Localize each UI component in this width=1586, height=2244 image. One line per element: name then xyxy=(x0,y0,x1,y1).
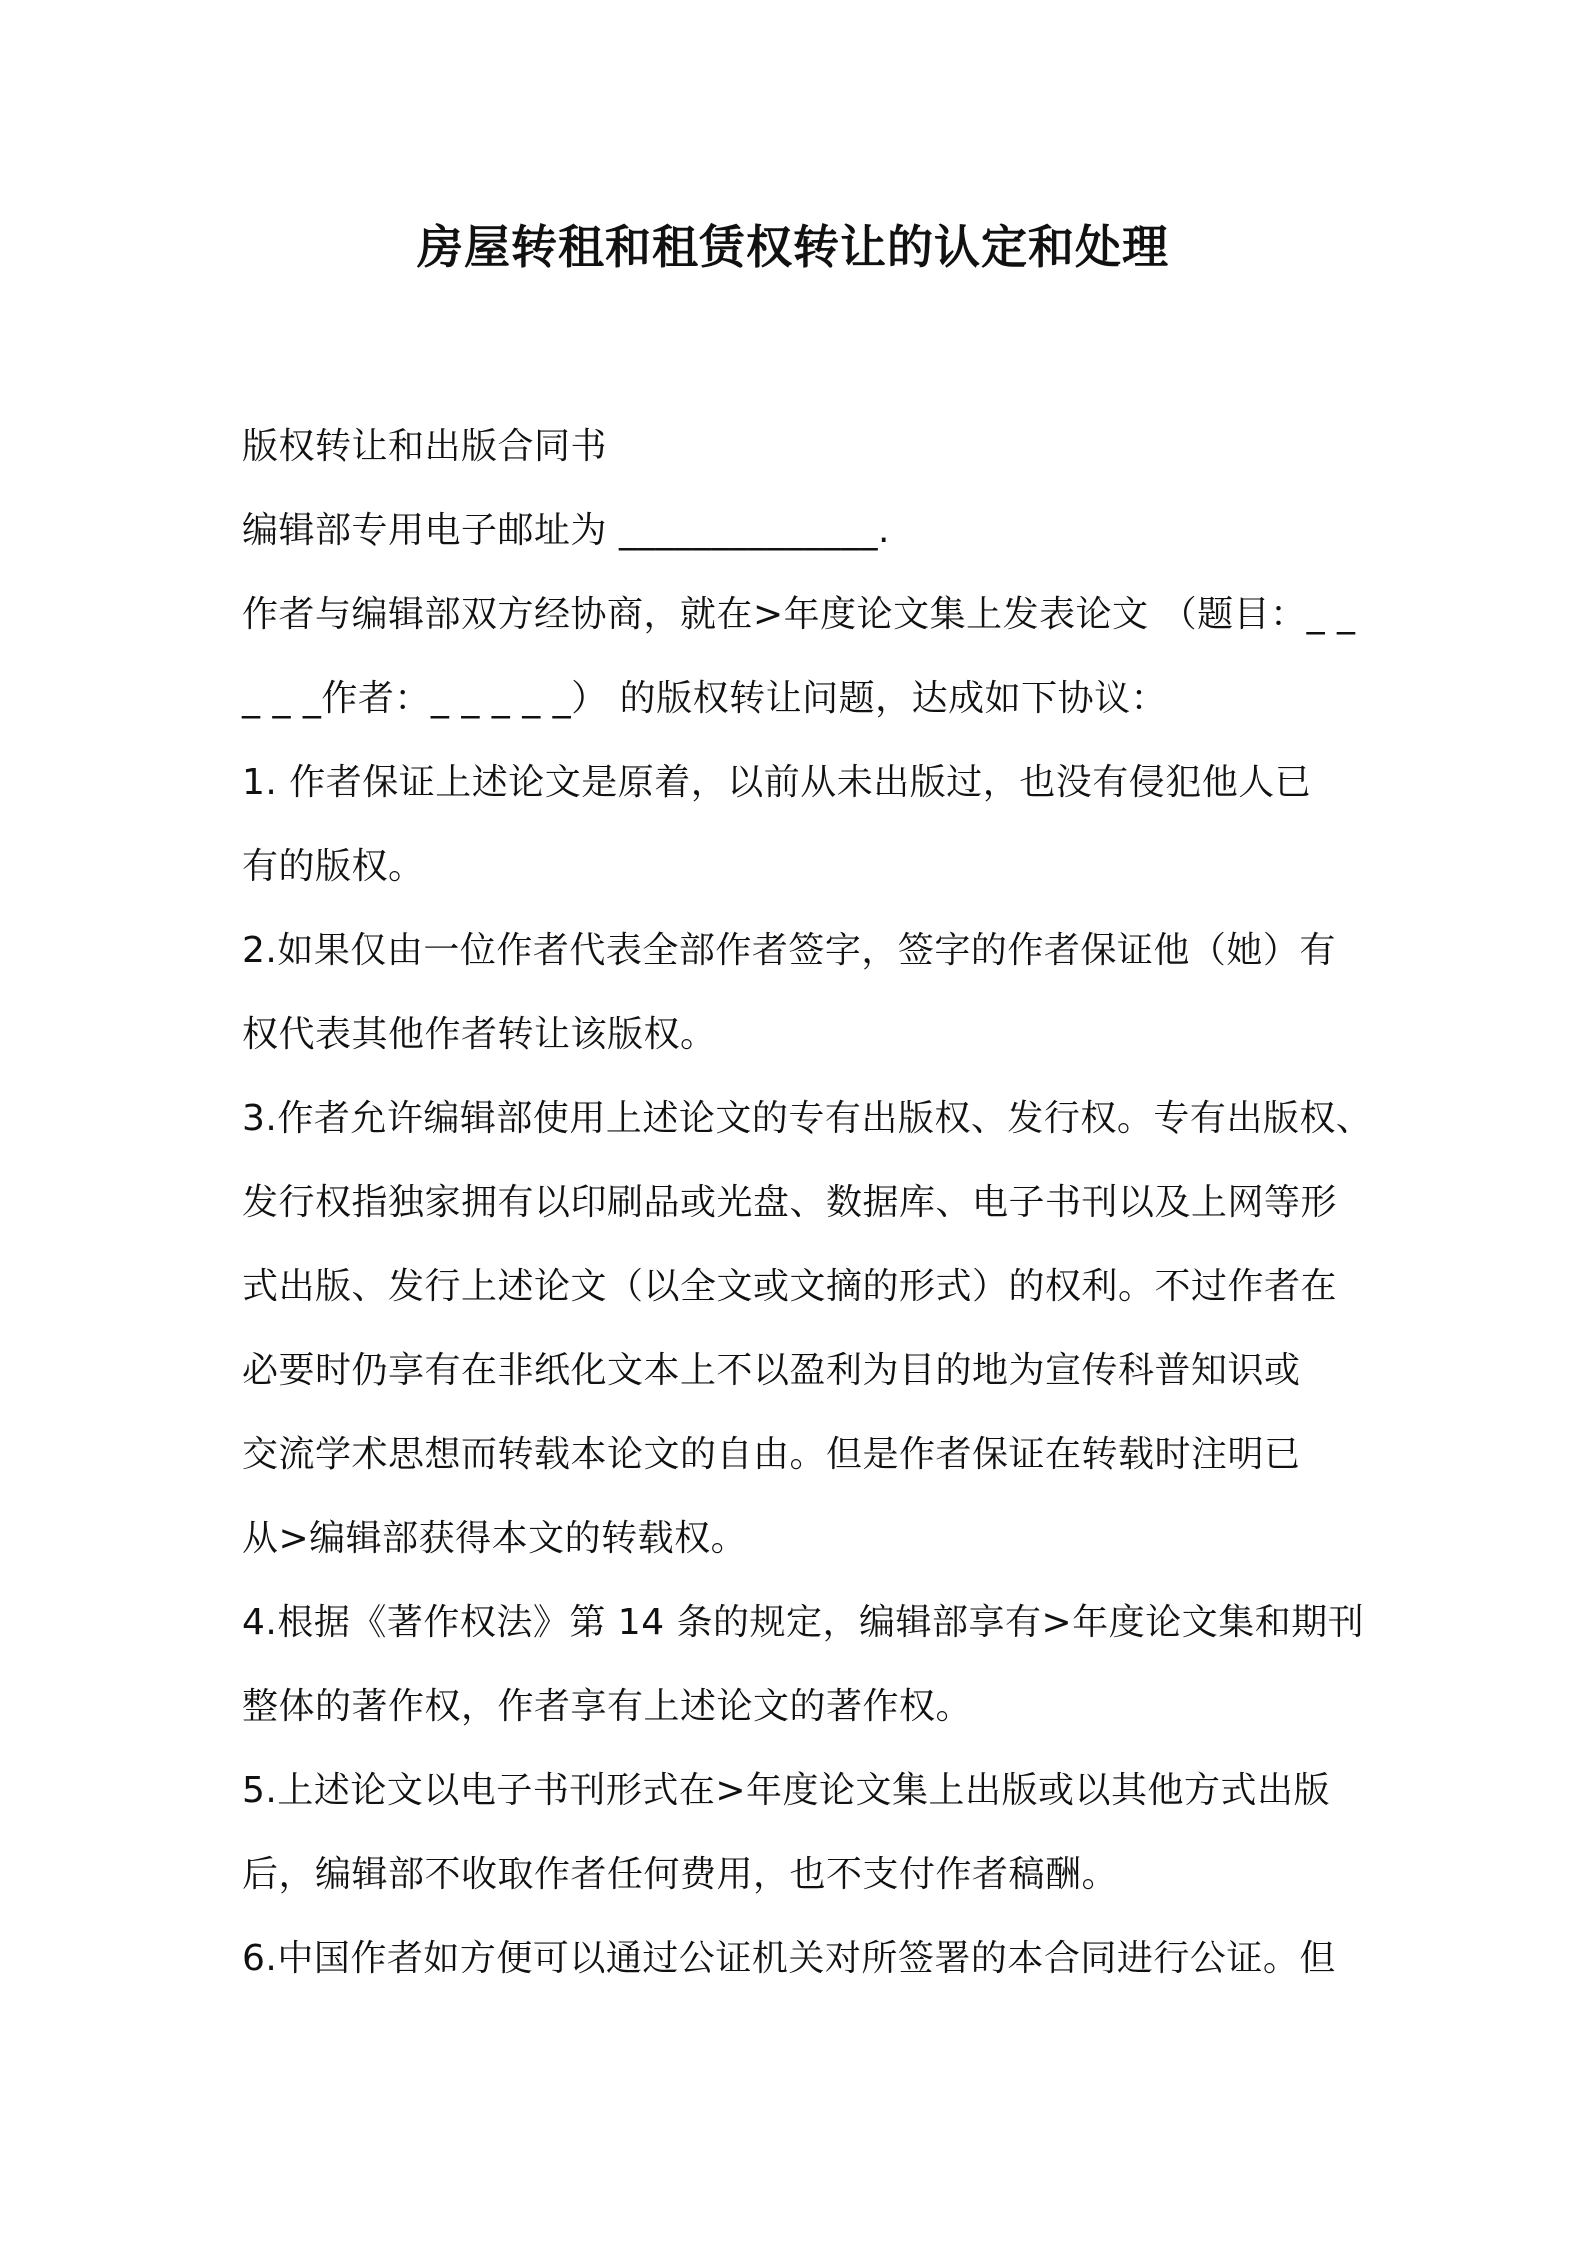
document-line: 从>编辑部获得本文的转载权。 xyxy=(242,1518,748,1559)
document-line: 整体的著作权，作者享有上述论文的著作权。 xyxy=(242,1686,973,1727)
document-line: 有的版权。 xyxy=(242,846,425,887)
document-line: 5.上述论文以电子书刊形式在>年度论文集上出版或以其他方式出版 xyxy=(242,1770,1331,1811)
document-line: 作者与编辑部双方经协商，就在>年度论文集上发表论文 （题目：_ _ xyxy=(242,594,1356,635)
document-line: 编辑部专用电子邮址为 ______________. xyxy=(242,510,890,551)
document-body xyxy=(242,405,1373,2001)
document-line: 1. 作者保证上述论文是原着，以前从未出版过，也没有侵犯他人已 xyxy=(242,762,1312,803)
document-line: 后，编辑部不收取作者任何费用，也不支付作者稿酬。 xyxy=(242,1854,1119,1895)
document-line: 3.作者允许编辑部使用上述论文的专有出版权、发行权。专有出版权、 xyxy=(242,1098,1373,1139)
document-line: 版权转让和出版合同书 xyxy=(242,426,608,467)
document-line: _ _ _作者：_ _ _ _ _） 的版权转让问题，达成如下协议： xyxy=(242,678,1168,719)
document-line: 权代表其他作者转让该版权。 xyxy=(242,1014,717,1055)
document-line: 必要时仍享有在非纸化文本上不以盈利为目的地为宣传科普知识或 xyxy=(242,1350,1301,1391)
document-line: 4.根据《著作权法》第 14 条的规定，编辑部享有>年度论文集和期刊 xyxy=(242,1602,1365,1643)
document-line: 式出版、发行上述论文（以全文或文摘的形式）的权利。不过作者在 xyxy=(242,1266,1338,1307)
document-title: 房屋转租和租赁权转让的认定和处理 xyxy=(417,220,1169,274)
document-line: 发行权指独家拥有以印刷品或光盘、数据库、电子书刊以及上网等形 xyxy=(242,1182,1338,1223)
document-line: 6.中国作者如方便可以通过公证机关对所签署的本合同进行公证。但 xyxy=(242,1938,1336,1979)
document-line: 2.如果仅由一位作者代表全部作者签字，签字的作者保证他（她）有 xyxy=(242,930,1336,971)
document-line: 交流学术思想而转载本论文的自由。但是作者保证在转载时注明已 xyxy=(242,1434,1301,1475)
